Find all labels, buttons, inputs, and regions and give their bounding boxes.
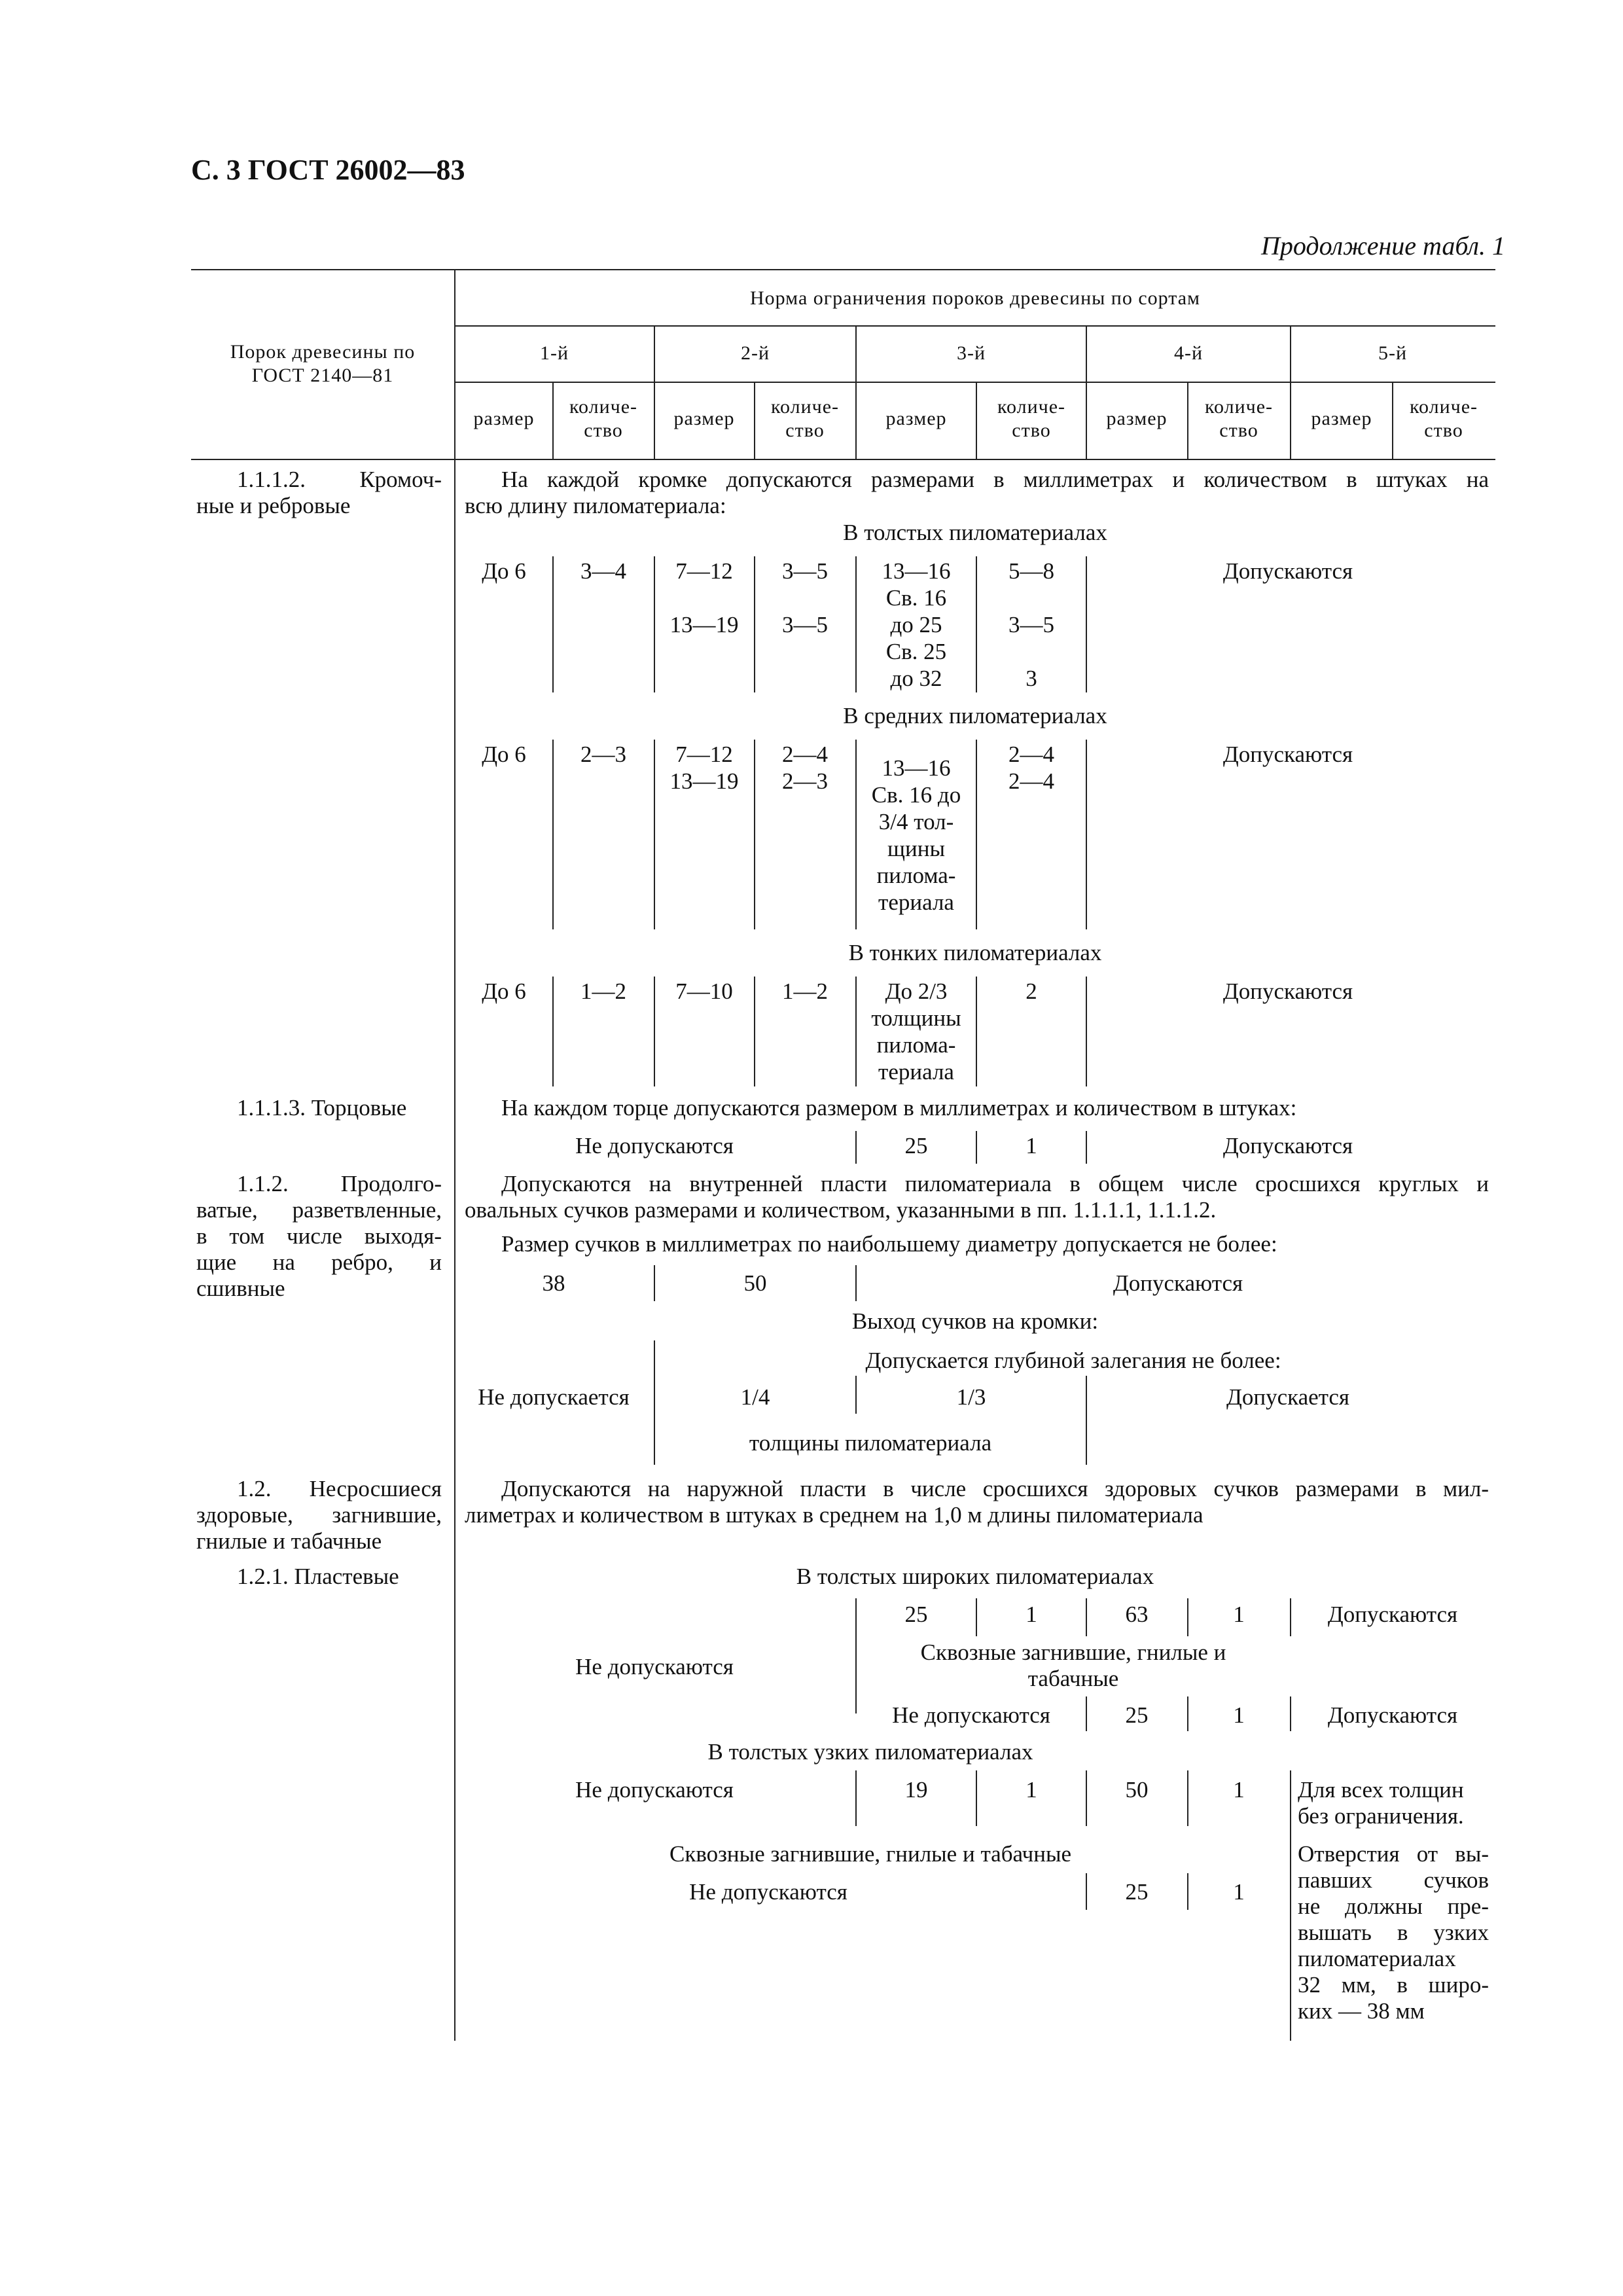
medium-g2-count-1: 2—4 xyxy=(782,742,828,767)
row-1113-rest: Допускаются xyxy=(1222,1133,1353,1158)
row-112-label-line2: ватые, разветвленные, xyxy=(196,1197,442,1223)
thick-g3-size-4: Св. 25 xyxy=(885,639,947,664)
row-112-depth-grade3: 1/3 xyxy=(956,1384,986,1410)
narrow-note-line2: без ограничения. xyxy=(1298,1803,1464,1829)
thick-title: В толстых пиломатериалах xyxy=(843,520,1107,545)
document-header: С. 3 ГОСТ 26002—83 xyxy=(191,154,465,186)
row-1113-size: 25 xyxy=(904,1133,928,1158)
narrow-through-title: Сквозные загнившие, гнилые и табачные xyxy=(669,1841,1072,1867)
thick-g3-size-2: Св. 16 xyxy=(885,585,947,611)
hole-note-line6: 32 мм, в широ- xyxy=(1298,1972,1489,1998)
header-count-4a: количе- xyxy=(1204,396,1274,418)
narrow-note-line1: Для всех толщин xyxy=(1298,1777,1464,1803)
header-count-3a: количе- xyxy=(997,396,1066,418)
wide-rest-2: Допускаются xyxy=(1327,1702,1458,1728)
thin-g1-size: До 6 xyxy=(482,978,526,1004)
thick-g1-size: До 6 xyxy=(482,558,526,584)
wide-through-line2: табачные xyxy=(1027,1666,1119,1691)
wide-title: В толстых широких пиломатериалах xyxy=(796,1564,1154,1589)
medium-g1-count: 2—3 xyxy=(580,742,626,767)
thick-g2-size-1: 7—12 xyxy=(675,558,733,584)
row-112-depth-grade2: 1/4 xyxy=(740,1384,770,1410)
header-count-2a: количе- xyxy=(770,396,840,418)
header-count-2b: ство xyxy=(785,420,825,441)
header-grade-1: 1-й xyxy=(539,342,569,364)
narrow-title: В толстых узких пиломатериалах xyxy=(707,1739,1033,1765)
row-112-depth-rest: Допускается xyxy=(1226,1384,1350,1410)
narrow-through-not-allowed: Не допускаются xyxy=(689,1879,847,1905)
medium-g3-size-1: 13—16 xyxy=(882,755,951,781)
row-112-label-line4: щие на ребро, и xyxy=(196,1249,442,1275)
row-112-text1-line1: Допускаются на внутренней пласти пиломатериала в общем числе сросшихся круглых и xyxy=(501,1171,1489,1196)
thin-g1-count: 1—2 xyxy=(580,978,626,1004)
medium-g3-size-4: щины xyxy=(887,836,945,861)
narrow-not-allowed: Не допускаются xyxy=(575,1777,734,1803)
medium-g3-count-2: 2—4 xyxy=(1008,768,1054,794)
row-12-label-line2: здоровые, загнившие, xyxy=(196,1502,442,1528)
row-1112-label-line2: ные и ребровые xyxy=(196,493,351,518)
row-112-text1-line2: овальных сучков размерами и количеством, указанными в пп. 1.1.1.1, 1.1.1.2. xyxy=(465,1197,1217,1223)
wide-through-line1: Сквозные загнившие, гнилые и xyxy=(920,1640,1226,1665)
header-size-1: размер xyxy=(473,408,535,429)
row-112-size-1: 38 xyxy=(542,1270,565,1296)
medium-g2-size-1: 7—12 xyxy=(675,742,733,767)
wide-row1-g4-size: 63 xyxy=(1125,1602,1149,1627)
thin-rest: Допускаются xyxy=(1222,978,1353,1004)
thick-g3-size-1: 13—16 xyxy=(882,558,951,584)
row-121-label: 1.2.1. Пластевые xyxy=(237,1564,399,1589)
hole-note-line1: Отверстия от вы- xyxy=(1298,1841,1489,1867)
row-1112-intro-line2: всю длину пиломатериала: xyxy=(465,493,726,518)
thin-g2-count: 1—2 xyxy=(782,978,828,1004)
hole-note-line3: не должны пре- xyxy=(1298,1893,1489,1919)
header-count-5a: количе- xyxy=(1409,396,1478,418)
hole-note-line5: пиломатериалах xyxy=(1298,1946,1456,1971)
row-1112-label-line1: 1.1.1.2. Кромоч- xyxy=(237,467,442,492)
header-count-1a: количе- xyxy=(569,396,638,418)
thick-g3-size-3: до 25 xyxy=(890,612,942,637)
hole-note-line2: павших сучков xyxy=(1298,1867,1489,1893)
row-1113-not-allowed: Не допускаются xyxy=(575,1133,734,1158)
row-112-label-line1: 1.1.2. Продолго- xyxy=(237,1171,442,1196)
wide-rest-1: Допускаются xyxy=(1327,1602,1458,1627)
thin-g2-size: 7—10 xyxy=(675,978,733,1004)
medium-g2-size-2: 13—19 xyxy=(669,768,739,794)
header-defect-line2: ГОСТ 2140—81 xyxy=(251,365,394,386)
medium-g3-size-5: пилома- xyxy=(876,863,956,888)
medium-rest: Допускаются xyxy=(1222,742,1353,767)
header-grade-5: 5-й xyxy=(1378,342,1408,364)
row-112-exit-not-allowed: Не допускается xyxy=(478,1384,630,1410)
header-grade-3: 3-й xyxy=(956,342,986,364)
wide-row2-g4-count: 1 xyxy=(1233,1702,1245,1728)
wide-not-allowed: Не допускаются xyxy=(575,1654,734,1679)
row-1113-count: 1 xyxy=(1026,1133,1037,1158)
wide-row2-not-allowed: Не допускаются xyxy=(892,1702,1050,1728)
row-1112-intro-line1: На каждой кромке допускаются размерами в миллиметрах и количеством в штуках на xyxy=(501,467,1489,492)
hole-note-line7: ких — 38 мм xyxy=(1298,1998,1425,2024)
medium-g3-size-2: Св. 16 до xyxy=(871,782,961,808)
wide-row1-g3-size: 25 xyxy=(904,1602,928,1627)
row-112-text2: Размер сучков в миллиметрах по наибольшему диаметру допускается не более: xyxy=(501,1231,1277,1257)
medium-title: В средних пиломатериалах xyxy=(843,703,1107,728)
hole-note-line4: вышать в узких xyxy=(1298,1920,1489,1945)
thick-g2-count-2: 3—5 xyxy=(782,612,828,637)
row-12-label-line1: 1.2. Несросшиеся xyxy=(237,1476,442,1501)
header-grade-4: 4-й xyxy=(1173,342,1204,364)
header-size-2: размер xyxy=(673,408,735,429)
medium-g3-count-1: 2—4 xyxy=(1008,742,1054,767)
row-112-size-2: 50 xyxy=(743,1270,767,1296)
table-continuation-label: Продолжение табл. 1 xyxy=(1260,231,1505,260)
thick-rest: Допускаются xyxy=(1222,558,1353,584)
thick-g2-count-1: 3—5 xyxy=(782,558,828,584)
wide-row1-g4-count: 1 xyxy=(1233,1602,1245,1627)
header-count-1b: ство xyxy=(584,420,623,441)
row-1113-label: 1.1.1.3. Торцовые xyxy=(237,1095,407,1121)
medium-g3-size-3: 3/4 тол- xyxy=(878,809,954,834)
thick-g1-count: 3—4 xyxy=(580,558,626,584)
thin-g3-size-4: териала xyxy=(878,1059,954,1085)
narrow-through-g4-count: 1 xyxy=(1233,1879,1245,1905)
header-size-5: размер xyxy=(1311,408,1372,429)
header-defect-line1: Порок древесины по xyxy=(230,341,416,363)
thin-g3-size-3: пилома- xyxy=(876,1032,956,1058)
thick-g3-count-2: 3—5 xyxy=(1008,612,1054,637)
row-112-label-line3: в том числе выходя- xyxy=(196,1223,442,1249)
header-count-3b: ство xyxy=(1012,420,1051,441)
narrow-g3-size: 19 xyxy=(904,1777,928,1803)
thick-g3-count-3: 3 xyxy=(1026,666,1037,691)
row-1113-intro: На каждом торце допускаются размером в миллиметрах и количеством в штуках: xyxy=(501,1095,1297,1121)
row-112-of-thickness: толщины пиломатериала xyxy=(749,1430,992,1456)
thin-g3-size-2: толщины xyxy=(871,1005,961,1031)
medium-g1-size: До 6 xyxy=(482,742,526,767)
row-12-text-line1: Допускаются на наружной пласти в числе сросшихся здоровых сучков размерами в мил- xyxy=(501,1476,1489,1501)
thin-g3-count: 2 xyxy=(1026,978,1037,1004)
header-norm-title: Норма ограничения пороков древесины по сортам xyxy=(749,287,1201,309)
row-112-exit-title: Выход сучков на кромки: xyxy=(851,1308,1099,1334)
thick-g3-size-5: до 32 xyxy=(890,666,942,691)
thick-g3-count-1: 5—8 xyxy=(1008,558,1054,584)
row-112-label-line5: сшивные xyxy=(196,1276,285,1301)
narrow-g4-size: 50 xyxy=(1125,1777,1149,1803)
row-112-rest1: Допускаются xyxy=(1113,1270,1243,1296)
wide-row2-g4-size: 25 xyxy=(1125,1702,1149,1728)
header-size-4: размер xyxy=(1106,408,1168,429)
header-count-4b: ство xyxy=(1219,420,1258,441)
thick-g2-size-2: 13—19 xyxy=(669,612,739,637)
header-size-3: размер xyxy=(885,408,947,429)
medium-g2-count-2: 2—3 xyxy=(782,768,828,794)
wide-row1-g3-count: 1 xyxy=(1026,1602,1037,1627)
header-grade-2: 2-й xyxy=(740,342,770,364)
row-112-depth-title: Допускается глубиной залегания не более: xyxy=(865,1348,1281,1373)
thin-g3-size-1: До 2/3 xyxy=(885,978,948,1004)
narrow-g4-count: 1 xyxy=(1233,1777,1245,1803)
row-12-text-line2: лиметрах и количеством в штуках в среднем на 1,0 м длины пиломатериала xyxy=(465,1502,1204,1528)
thin-title: В тонких пиломатериалах xyxy=(848,940,1102,965)
narrow-through-g4-size: 25 xyxy=(1125,1879,1149,1905)
medium-g3-size-6: териала xyxy=(878,889,954,915)
header-count-5b: ство xyxy=(1424,420,1463,441)
row-12-label-line3: гнилые и табачные xyxy=(196,1528,382,1554)
narrow-g3-count: 1 xyxy=(1026,1777,1037,1803)
